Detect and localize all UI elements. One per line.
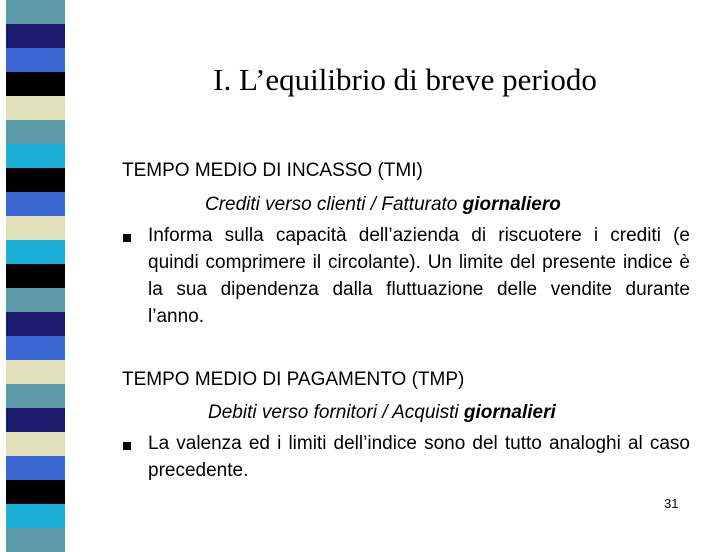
formula-tmp-text: Debiti verso fornitori / Acquisti	[208, 402, 464, 423]
stripe-cell	[6, 192, 65, 216]
stripe-cell	[6, 360, 65, 384]
stripe-cell	[6, 144, 65, 168]
stripe-cell	[6, 336, 65, 360]
stripe-cell	[6, 312, 65, 336]
formula-tmi-bold: giornaliero	[462, 194, 561, 215]
stripe-cell	[6, 96, 65, 120]
stripe-cell	[6, 0, 65, 24]
bullet-square-icon	[123, 234, 131, 242]
formula-tmp	[208, 402, 556, 424]
stripe-cell	[6, 216, 65, 240]
formula-tmi-text: Crediti verso clienti / Fatturato	[205, 194, 463, 215]
stripe-cell	[6, 504, 65, 528]
stripe-cell	[6, 480, 65, 504]
stripe-cell	[6, 264, 65, 288]
section-heading-tmp: TEMPO MEDIO DI PAGAMENTO (TMP)	[122, 369, 465, 390]
section-heading-tmi: TEMPO MEDIO DI INCASSO (TMI)	[122, 160, 423, 181]
stripe-cell	[6, 24, 65, 48]
stripe-cell	[6, 288, 65, 312]
bullet-text-tmi: Informa sulla capacità dell’azienda di riscuotere i crediti (e quindi comprimere il circolante). Un limite del presente indice è la sua dipendenza dalla fluttuazione delle vendite durante l’anno.	[148, 225, 690, 327]
stripe-cell	[6, 240, 65, 264]
stripe-cell	[6, 432, 65, 456]
formula-tmp-bold: giornalieri	[463, 402, 556, 423]
stripe-cell	[6, 48, 65, 72]
bullet-square-icon	[123, 442, 131, 450]
stripe-cell	[6, 72, 65, 96]
formula-tmi	[205, 194, 561, 216]
stripe-cell	[6, 456, 65, 480]
stripe-cell	[6, 120, 65, 144]
decorative-stripe	[0, 0, 66, 540]
stripe-cell	[6, 528, 65, 552]
bullet-text-tmp: La valenza ed i limiti dell’indice sono del tutto analoghi al caso precedente.	[148, 433, 690, 481]
slide-title: I. L’equilibrio di breve periodo	[213, 62, 597, 97]
stripe-cell	[6, 168, 65, 192]
page-number: 31	[664, 496, 679, 511]
stripe-cell	[6, 408, 65, 432]
stripe-cell	[6, 384, 65, 408]
